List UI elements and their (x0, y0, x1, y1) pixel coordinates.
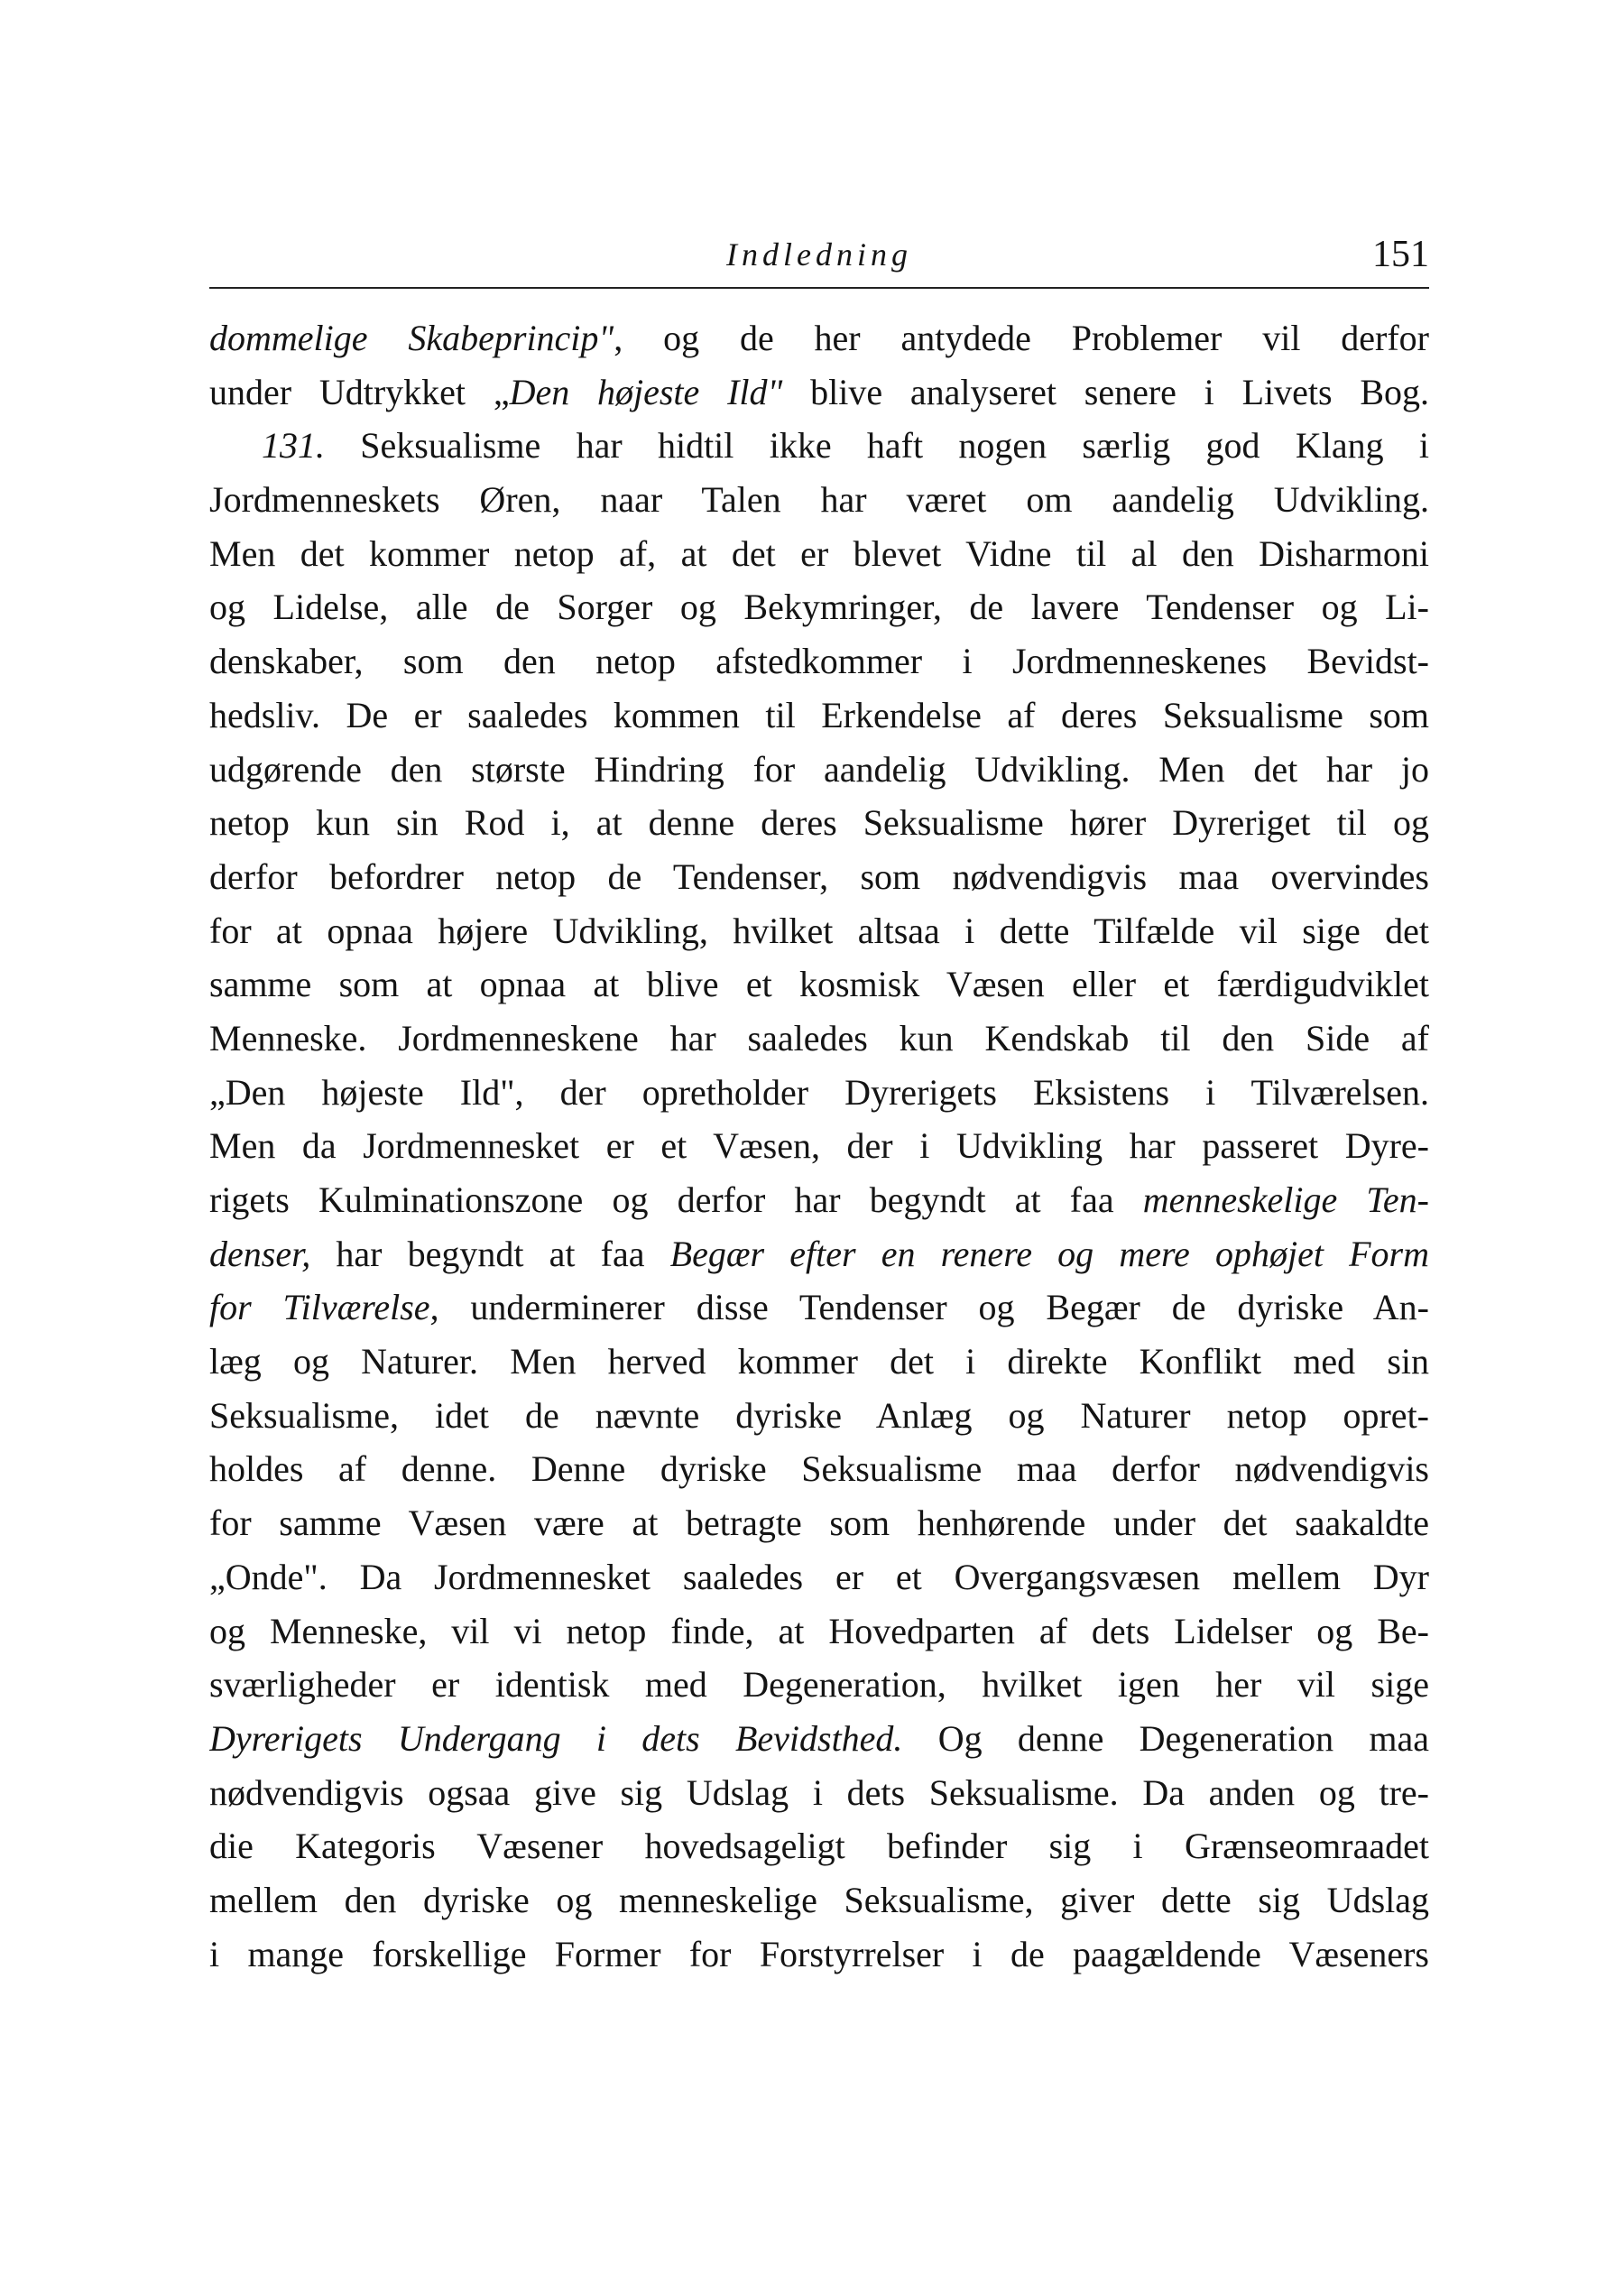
text-line (209, 527, 1429, 581)
italic-text: Den højeste Ild" (509, 371, 783, 412)
text-run: læg og Naturer. Men herved kommer det i direkte Konflikt med sin (209, 1341, 1429, 1382)
text-run: Seksualisme, idet de nævnte dyriske Anlæg og Naturer netop opret- (209, 1394, 1429, 1436)
text-line (209, 796, 1429, 850)
text-run: for samme Væsen være at betragte som henhørende under det saakaldte (209, 1502, 1429, 1544)
running-head (209, 227, 1429, 282)
page-number: 151 (1372, 234, 1429, 275)
text-run: nødvendigvis ogsaa give sig Udslag i dets Seksualisme. Da anden og tre- (209, 1771, 1429, 1813)
text-run: har begyndt at faa (310, 1233, 670, 1274)
text-run: die Kategoris Væsener hovedsageligt befinder sig i Grænseomraadet (209, 1826, 1429, 1867)
text-run: denskaber, som den netop afstedkommer i Jordmenneskenes Bevidst- (209, 641, 1429, 682)
text-run: holdes af denne. Denne dyriske Seksualisme maa derfor nødvendigvis (209, 1448, 1429, 1490)
text-line (209, 1658, 1429, 1712)
text-run: Seksualisme har hidtil ikke haft nogen særlig god Klang i (325, 425, 1429, 467)
italic-text: menneskelige Ten- (1142, 1179, 1429, 1220)
text-run: underminerer disse Tendenser og Begær de dyriske An- (438, 1287, 1429, 1328)
text-line (209, 1496, 1429, 1550)
text-line (209, 1442, 1429, 1496)
text-line (209, 1819, 1429, 1873)
text-run: netop kun sin Rod i, at denne deres Seksualisme hører Dyreriget til og (209, 802, 1429, 844)
text-line (209, 1604, 1429, 1659)
text-line (209, 580, 1429, 634)
text-run: udgørende den største Hindring for aandelig Udvikling. Men det har jo (209, 748, 1429, 790)
text-run: Jordmenneskets Øren, naar Talen har været om aandelig Udvikling. (209, 479, 1429, 521)
text-line (209, 311, 1429, 365)
italic-text: dommelige Skabeprincip" (209, 318, 614, 358)
text-run: derfor befordrer netop de Tendenser, som nødvendigvis maa overvindes (209, 855, 1429, 897)
italic-text: 131. (262, 425, 325, 467)
text-run: hedsliv. De er saaledes kommen til Erkendelse af deres Seksualisme som (209, 694, 1429, 735)
text-run: mellem den dyriske og menneskelige Seksualisme, giver dette sig Udslag (209, 1879, 1429, 1920)
text-line (209, 473, 1429, 527)
text-run: rigets Kulminationszone og derfor har begyndt at faa (209, 1179, 1143, 1220)
text-line (209, 1173, 1429, 1227)
italic-text: Begær efter en renere og mere ophøjet Form (669, 1233, 1429, 1274)
text-line (209, 1012, 1429, 1066)
text-line (209, 1066, 1429, 1120)
text-run: , og de her antydede Problemer vil derfor (614, 318, 1429, 358)
text-run: samme som at opnaa at blive et kosmisk Væsen eller et færdigudviklet (209, 964, 1429, 1005)
text-line (209, 689, 1429, 743)
text-run: „Onde". Da Jordmennesket saaledes er et Overgangsvæsen mellem Dyr (209, 1556, 1429, 1597)
text-line (209, 1119, 1429, 1173)
text-line (209, 1335, 1429, 1389)
text-line (209, 1712, 1429, 1766)
text-run: og Lidelse, alle de Sorger og Bekymringer, de lavere Tendenser og Li- (209, 587, 1429, 628)
text-line (209, 1928, 1429, 1982)
text-line (209, 1873, 1429, 1928)
text-run: Men det kommer netop af, at det er blevet Vidne til al den Disharmoni (209, 532, 1429, 574)
text-line (209, 1281, 1429, 1335)
text-line (209, 904, 1429, 958)
italic-text: denser, (209, 1233, 311, 1274)
text-line (209, 743, 1429, 797)
text-run: sværligheder er identisk med Degeneration, hvilket igen her vil sige (209, 1664, 1429, 1706)
text-run: blive analyseret senere i Livets Bog. (782, 371, 1429, 412)
running-head-title: Indledning (726, 236, 912, 273)
text-line (209, 419, 1429, 473)
text-line (209, 1766, 1429, 1820)
text-line (209, 957, 1429, 1012)
header-rule (209, 287, 1429, 289)
body-text (209, 311, 1429, 1981)
text-run: og Menneske, vil vi netop finde, at Hovedparten af dets Lidelser og Be- (209, 1610, 1429, 1651)
text-run: i mange forskellige Former for Forstyrrelser i de paagældende Væseners (209, 1933, 1429, 1974)
text-run: Og denne Degeneration maa (902, 1717, 1429, 1759)
text-line (209, 850, 1429, 904)
italic-text: Dyrerigets Undergang i dets Bevidsthed. (209, 1717, 903, 1759)
text-line (209, 1389, 1429, 1443)
text-line (209, 1227, 1429, 1281)
text-run: „Den højeste Ild", der opretholder Dyrerigets Eksistens i Tilværelsen. (209, 1071, 1429, 1113)
italic-text: for Tilværelse, (209, 1287, 439, 1328)
text-run: Men da Jordmennesket er et Væsen, der i Udvikling har passeret Dyre- (209, 1125, 1429, 1167)
text-line (209, 634, 1429, 689)
text-run: Menneske. Jordmenneskene har saaledes kun Kendskab til den Side af (209, 1017, 1429, 1059)
text-run: for at opnaa højere Udvikling, hvilket altsaa i dette Tilfælde vil sige det (209, 910, 1429, 951)
text-line (209, 365, 1429, 420)
text-run: under Udtrykket „ (209, 371, 510, 412)
text-line (209, 1550, 1429, 1604)
